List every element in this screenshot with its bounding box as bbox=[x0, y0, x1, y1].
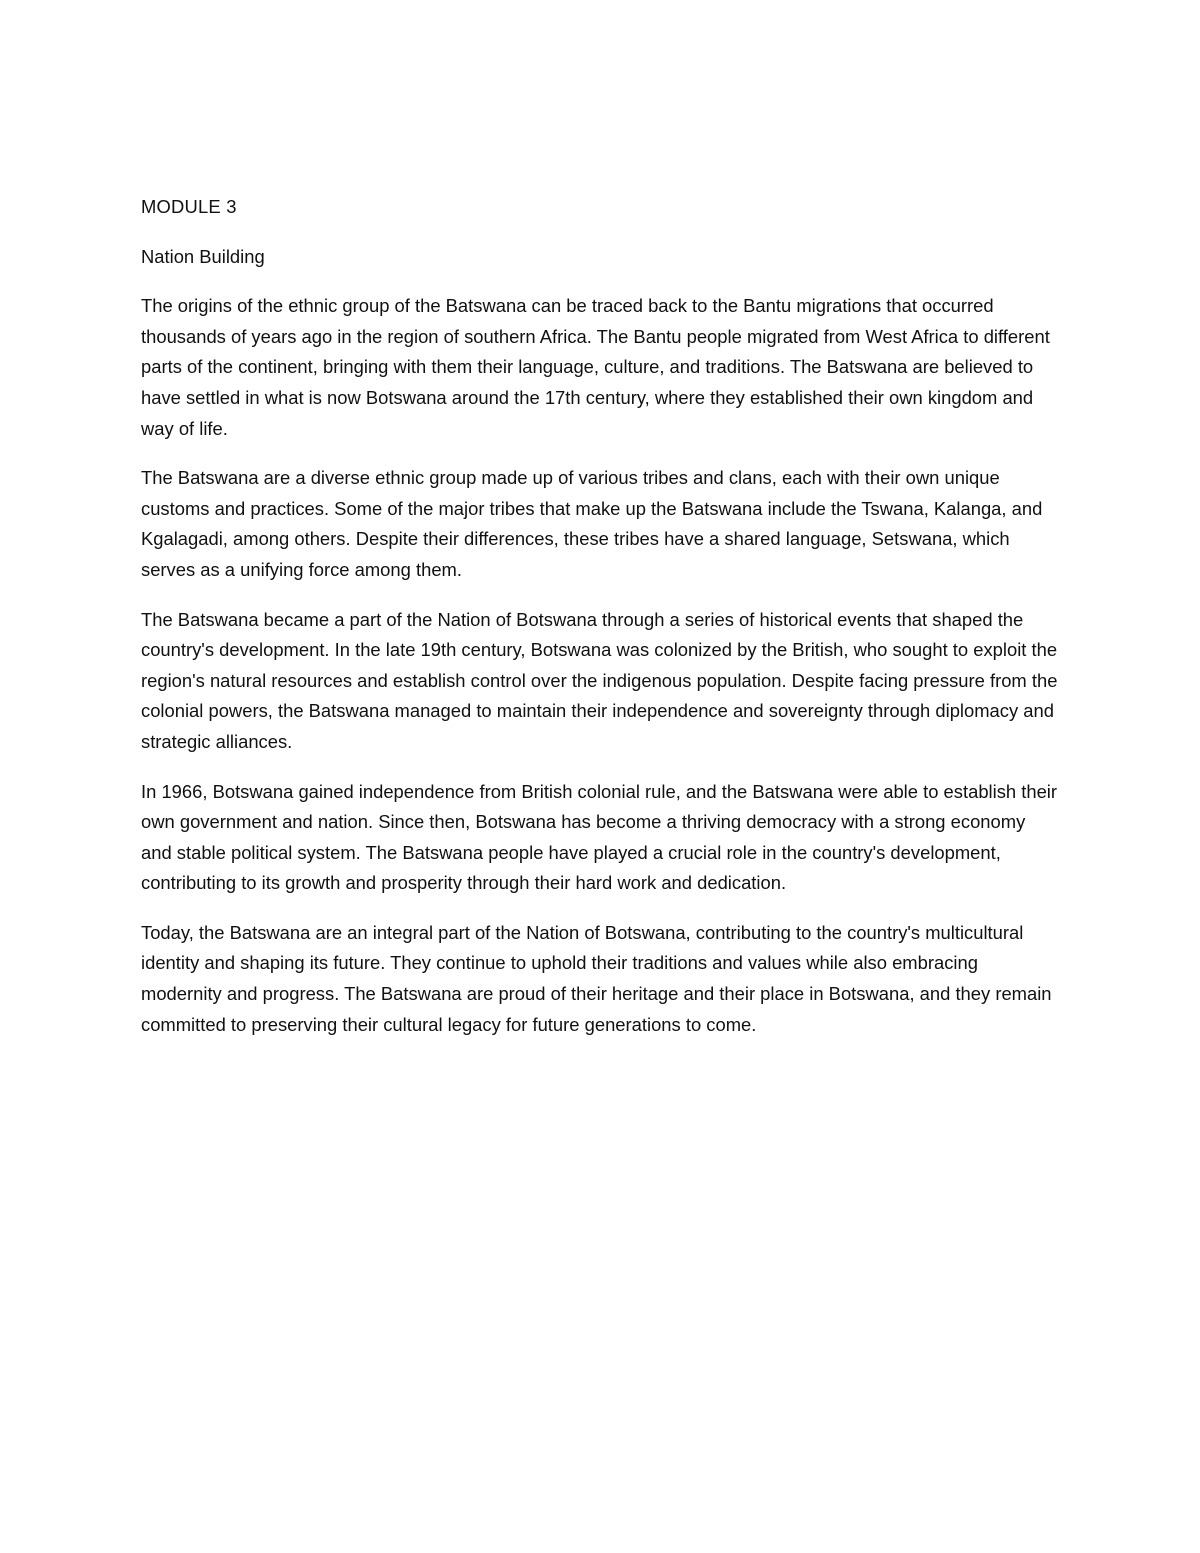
paragraph-origins: The origins of the ethnic group of the Batswana can be traced back to the Bantu migrations that occurred thousands of years ago in the region of southern Africa. The Bantu people migrated from West Africa to different parts of the continent, bringing with them their language, culture, and traditions. The Batswana are believed to have settled in what is now Botswana around the 17th century, where they established their own kingdom and way of life. bbox=[141, 295, 1050, 439]
paragraph-today: Today, the Batswana are an integral part of the Nation of Botswana, contributing to the country's multicultural identity and shaping its future. They continue to uphold their traditions and values while also embracing modernity and progress. The Batswana are proud of their heritage and their place in Botswana, and they remain committed to preserving their cultural legacy for future generations to come. bbox=[141, 921, 1052, 1035]
paragraph-independence: In 1966, Botswana gained independence from British colonial rule, and the Batswana were able to establish their own government and nation. Since then, Botswana has become a thriving democracy with a strong economy and stable political system. The Batswana people have played a crucial role in the country's development, contributing to its growth and prosperity through their hard work and dedication. bbox=[141, 780, 1058, 894]
paragraph-colonial-history: The Batswana became a part of the Nation of Botswana through a series of historical events that shaped the country's development. In the late 19th century, Botswana was colonized by the British, who sought to exploit the region's natural resources and establish control over the indigenous population. Despite facing pressure from the colonial powers, the Batswana managed to maintain their independence and sovereignty through diplomacy and strategic alliances. bbox=[141, 608, 1058, 752]
document-body bbox=[141, 192, 1061, 1059]
module-label: MODULE 3 bbox=[141, 196, 237, 217]
document-title: Nation Building bbox=[141, 245, 265, 267]
paragraph-tribes: The Batswana are a diverse ethnic group made up of various tribes and clans, each with their own unique customs and practices. Some of the major tribes that make up the Batswana include the Tswana, Kalanga, and Kgalagadi, among others. Despite their differences, these tribes have a shared language, Setswana, which serves as a unifying force among them. bbox=[141, 467, 1043, 580]
